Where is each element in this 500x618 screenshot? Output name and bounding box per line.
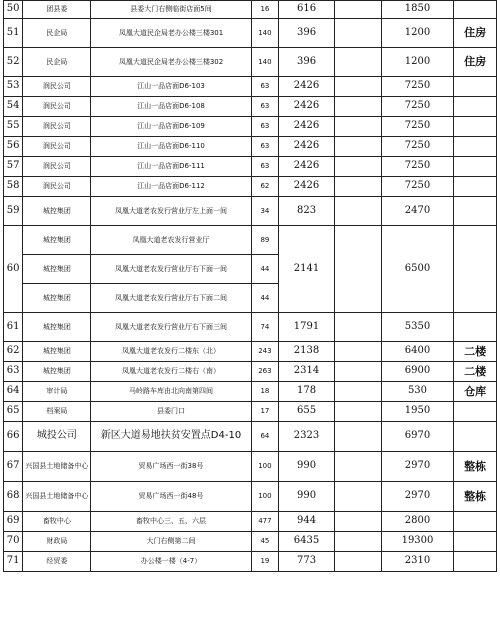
rent-cell: 7250 (381, 97, 454, 117)
unit-cell: 润民公司 (23, 97, 91, 117)
area-cell: 18 (251, 382, 279, 402)
row-number: 57 (4, 157, 23, 177)
blank-cell (334, 482, 381, 512)
table-row (4, 1, 497, 19)
table-row (4, 197, 497, 226)
table-row (4, 552, 497, 572)
table-row (4, 48, 497, 77)
rent-cell: 6900 (381, 362, 454, 382)
area-cell: 477 (251, 512, 279, 532)
table-row (4, 362, 497, 382)
total-cell: 990 (279, 482, 334, 512)
row-number: 68 (4, 482, 23, 512)
table-row (4, 313, 497, 342)
location-cell: 凤凰大道老农发行营业厅右下面二间 (91, 284, 251, 313)
rent-cell: 1950 (381, 402, 454, 422)
total-cell: 773 (279, 552, 334, 572)
note-cell (454, 157, 497, 177)
location-cell: 凤凰大道老农发行营业厅右下面一间 (91, 255, 251, 284)
location-cell: 凤凰大道老农发行二楼东（北） (91, 342, 251, 362)
table-row (4, 97, 497, 117)
row-number: 54 (4, 97, 23, 117)
note-cell (454, 177, 497, 197)
area-cell: 243 (251, 342, 279, 362)
unit-cell: 民企局 (23, 48, 91, 77)
note-cell (454, 313, 497, 342)
note-cell: 整栋 (454, 482, 497, 512)
unit-cell: 润民公司 (23, 177, 91, 197)
rent-cell: 1850 (381, 1, 454, 19)
rent-cell: 7250 (381, 137, 454, 157)
location-cell: 江山一品店面D6-111 (91, 157, 251, 177)
area-cell: 63 (251, 97, 279, 117)
total-cell: 2426 (279, 97, 334, 117)
rent-cell: 6500 (381, 226, 454, 313)
row-number: 65 (4, 402, 23, 422)
table-row (4, 117, 497, 137)
location-cell: 凤凰大道民企局老办公楼三楼302 (91, 48, 251, 77)
total-cell: 616 (279, 1, 334, 19)
rent-cell: 2310 (381, 552, 454, 572)
total-cell: 944 (279, 512, 334, 532)
rent-cell: 530 (381, 382, 454, 402)
note-cell (454, 532, 497, 552)
unit-cell: 城控集团 (23, 197, 91, 226)
blank-cell (334, 452, 381, 482)
unit-cell: 档案局 (23, 402, 91, 422)
total-cell: 2138 (279, 342, 334, 362)
row-number: 71 (4, 552, 23, 572)
blank-cell (334, 342, 381, 362)
location-cell: 贸易广场西一街38号 (91, 452, 251, 482)
location-cell: 马岭路车库由北向南第四间 (91, 382, 251, 402)
area-cell: 17 (251, 402, 279, 422)
note-cell (454, 197, 497, 226)
rent-cell: 7250 (381, 117, 454, 137)
table-row (4, 177, 497, 197)
rent-cell: 2970 (381, 482, 454, 512)
area-cell: 140 (251, 19, 279, 48)
total-cell: 6435 (279, 532, 334, 552)
blank-cell (334, 137, 381, 157)
total-cell: 1791 (279, 313, 334, 342)
table-row (4, 157, 497, 177)
rent-cell: 2970 (381, 452, 454, 482)
blank-cell (334, 512, 381, 532)
area-cell: 263 (251, 362, 279, 382)
blank-cell (334, 77, 381, 97)
row-number: 56 (4, 137, 23, 157)
blank-cell (334, 402, 381, 422)
location-cell: 凤凰大道民企局老办公楼三楼301 (91, 19, 251, 48)
location-cell: 江山一品店面D6-109 (91, 117, 251, 137)
unit-cell: 财政局 (23, 532, 91, 552)
area-cell: 89 (251, 226, 279, 255)
unit-cell: 润民公司 (23, 157, 91, 177)
area-cell: 140 (251, 48, 279, 77)
blank-cell (334, 532, 381, 552)
row-number: 67 (4, 452, 23, 482)
total-cell: 2323 (279, 422, 334, 452)
location-cell: 江山一品店面D6-112 (91, 177, 251, 197)
location-cell: 县委门口 (91, 402, 251, 422)
area-cell: 63 (251, 157, 279, 177)
unit-cell: 经贸委 (23, 552, 91, 572)
rent-cell: 6970 (381, 422, 454, 452)
table-row (4, 452, 497, 482)
table-row (4, 77, 497, 97)
table-row (4, 422, 497, 452)
row-number: 52 (4, 48, 23, 77)
location-cell: 办公楼一楼（4-7） (91, 552, 251, 572)
total-cell: 2426 (279, 117, 334, 137)
blank-cell (334, 552, 381, 572)
unit-cell: 城控集团 (23, 284, 91, 313)
location-cell: 江山一品店面D6-110 (91, 137, 251, 157)
table-row (4, 402, 497, 422)
row-number: 62 (4, 342, 23, 362)
blank-cell (334, 19, 381, 48)
location-cell: 凤凰大道老农发行营业厅 (91, 226, 251, 255)
note-cell: 住房 (454, 19, 497, 48)
unit-cell: 润民公司 (23, 117, 91, 137)
unit-cell: 兴国县土地储备中心 (23, 482, 91, 512)
area-cell: 34 (251, 197, 279, 226)
location-cell: 凤凰大道老农发行营业厅右下面三间 (91, 313, 251, 342)
unit-cell: 润民公司 (23, 77, 91, 97)
blank-cell (334, 197, 381, 226)
location-cell: 江山一品店面D6-108 (91, 97, 251, 117)
rent-cell: 19300 (381, 532, 454, 552)
unit-cell: 审计局 (23, 382, 91, 402)
table-row (4, 137, 497, 157)
note-cell: 二楼 (454, 342, 497, 362)
blank-cell (334, 362, 381, 382)
note-cell: 仓库 (454, 382, 497, 402)
note-cell (454, 137, 497, 157)
rent-cell: 1200 (381, 19, 454, 48)
location-cell: 江山一品店面D6-103 (91, 77, 251, 97)
blank-cell (334, 97, 381, 117)
rent-cell: 7250 (381, 77, 454, 97)
unit-cell: 城控集团 (23, 226, 91, 255)
location-cell: 大门右侧第二间 (91, 532, 251, 552)
rent-cell: 1200 (381, 48, 454, 77)
blank-cell (334, 226, 381, 313)
rent-cell: 6400 (381, 342, 454, 362)
note-cell (454, 77, 497, 97)
blank-cell (334, 422, 381, 452)
row-number: 63 (4, 362, 23, 382)
note-cell: 二楼 (454, 362, 497, 382)
area-cell: 63 (251, 77, 279, 97)
unit-cell: 城控集团 (23, 362, 91, 382)
total-cell: 2141 (279, 226, 334, 313)
total-cell: 990 (279, 452, 334, 482)
note-cell (454, 552, 497, 572)
note-cell (454, 1, 497, 19)
total-cell: 2426 (279, 177, 334, 197)
rent-cell: 5350 (381, 313, 454, 342)
location-cell: 凤凰大道老农发行营业厅左上面一间 (91, 197, 251, 226)
table-row (4, 226, 497, 255)
rent-cell: 2470 (381, 197, 454, 226)
blank-cell (334, 382, 381, 402)
unit-cell: 畜牧中心 (23, 512, 91, 532)
note-cell (454, 402, 497, 422)
row-number: 70 (4, 532, 23, 552)
row-number: 64 (4, 382, 23, 402)
note-cell (454, 226, 497, 313)
row-number: 50 (4, 1, 23, 19)
area-cell: 19 (251, 552, 279, 572)
location-cell: 凤凰大道老农发行二楼右（南） (91, 362, 251, 382)
area-cell: 16 (251, 1, 279, 19)
blank-cell (334, 313, 381, 342)
rent-cell: 7250 (381, 157, 454, 177)
unit-cell: 团县委 (23, 1, 91, 19)
total-cell: 2426 (279, 77, 334, 97)
row-number: 51 (4, 19, 23, 48)
blank-cell (334, 1, 381, 19)
area-cell: 63 (251, 117, 279, 137)
location-cell: 贸易广场西一街48号 (91, 482, 251, 512)
unit-cell: 润民公司 (23, 137, 91, 157)
area-cell: 63 (251, 137, 279, 157)
unit-cell: 城控集团 (23, 255, 91, 284)
total-cell: 655 (279, 402, 334, 422)
table-row (4, 382, 497, 402)
unit-cell: 城投公司 (23, 422, 91, 452)
total-cell: 2426 (279, 137, 334, 157)
location-cell: 县委大门右侧临街店面5间 (91, 1, 251, 19)
area-cell: 44 (251, 284, 279, 313)
total-cell: 396 (279, 19, 334, 48)
row-number: 69 (4, 512, 23, 532)
note-cell (454, 422, 497, 452)
area-cell: 44 (251, 255, 279, 284)
table-row (4, 512, 497, 532)
table-row (4, 342, 497, 362)
row-number: 66 (4, 422, 23, 452)
total-cell: 823 (279, 197, 334, 226)
row-number: 53 (4, 77, 23, 97)
area-cell: 74 (251, 313, 279, 342)
blank-cell (334, 117, 381, 137)
table-row (4, 532, 497, 552)
row-number: 60 (4, 226, 23, 313)
table-row (4, 482, 497, 512)
note-cell (454, 97, 497, 117)
unit-cell: 民企局 (23, 19, 91, 48)
area-cell: 64 (251, 422, 279, 452)
blank-cell (334, 48, 381, 77)
total-cell: 2314 (279, 362, 334, 382)
area-cell: 100 (251, 452, 279, 482)
rent-cell: 7250 (381, 177, 454, 197)
blank-cell (334, 177, 381, 197)
area-cell: 100 (251, 482, 279, 512)
row-number: 59 (4, 197, 23, 226)
note-cell: 整栋 (454, 452, 497, 482)
row-number: 61 (4, 313, 23, 342)
unit-cell: 城控集团 (23, 342, 91, 362)
total-cell: 396 (279, 48, 334, 77)
location-cell: 新区大道易地扶贫安置点D4-10 (91, 422, 251, 452)
area-cell: 62 (251, 177, 279, 197)
total-cell: 2426 (279, 157, 334, 177)
total-cell: 178 (279, 382, 334, 402)
blank-cell (334, 157, 381, 177)
note-cell: 住房 (454, 48, 497, 77)
note-cell (454, 512, 497, 532)
area-cell: 45 (251, 532, 279, 552)
table-row (4, 19, 497, 48)
location-cell: 畜牧中心三、五、六层 (91, 512, 251, 532)
rent-cell: 2800 (381, 512, 454, 532)
row-number: 55 (4, 117, 23, 137)
property-table (3, 0, 497, 572)
note-cell (454, 117, 497, 137)
row-number: 58 (4, 177, 23, 197)
unit-cell: 兴国县土地储备中心 (23, 452, 91, 482)
unit-cell: 城控集团 (23, 313, 91, 342)
